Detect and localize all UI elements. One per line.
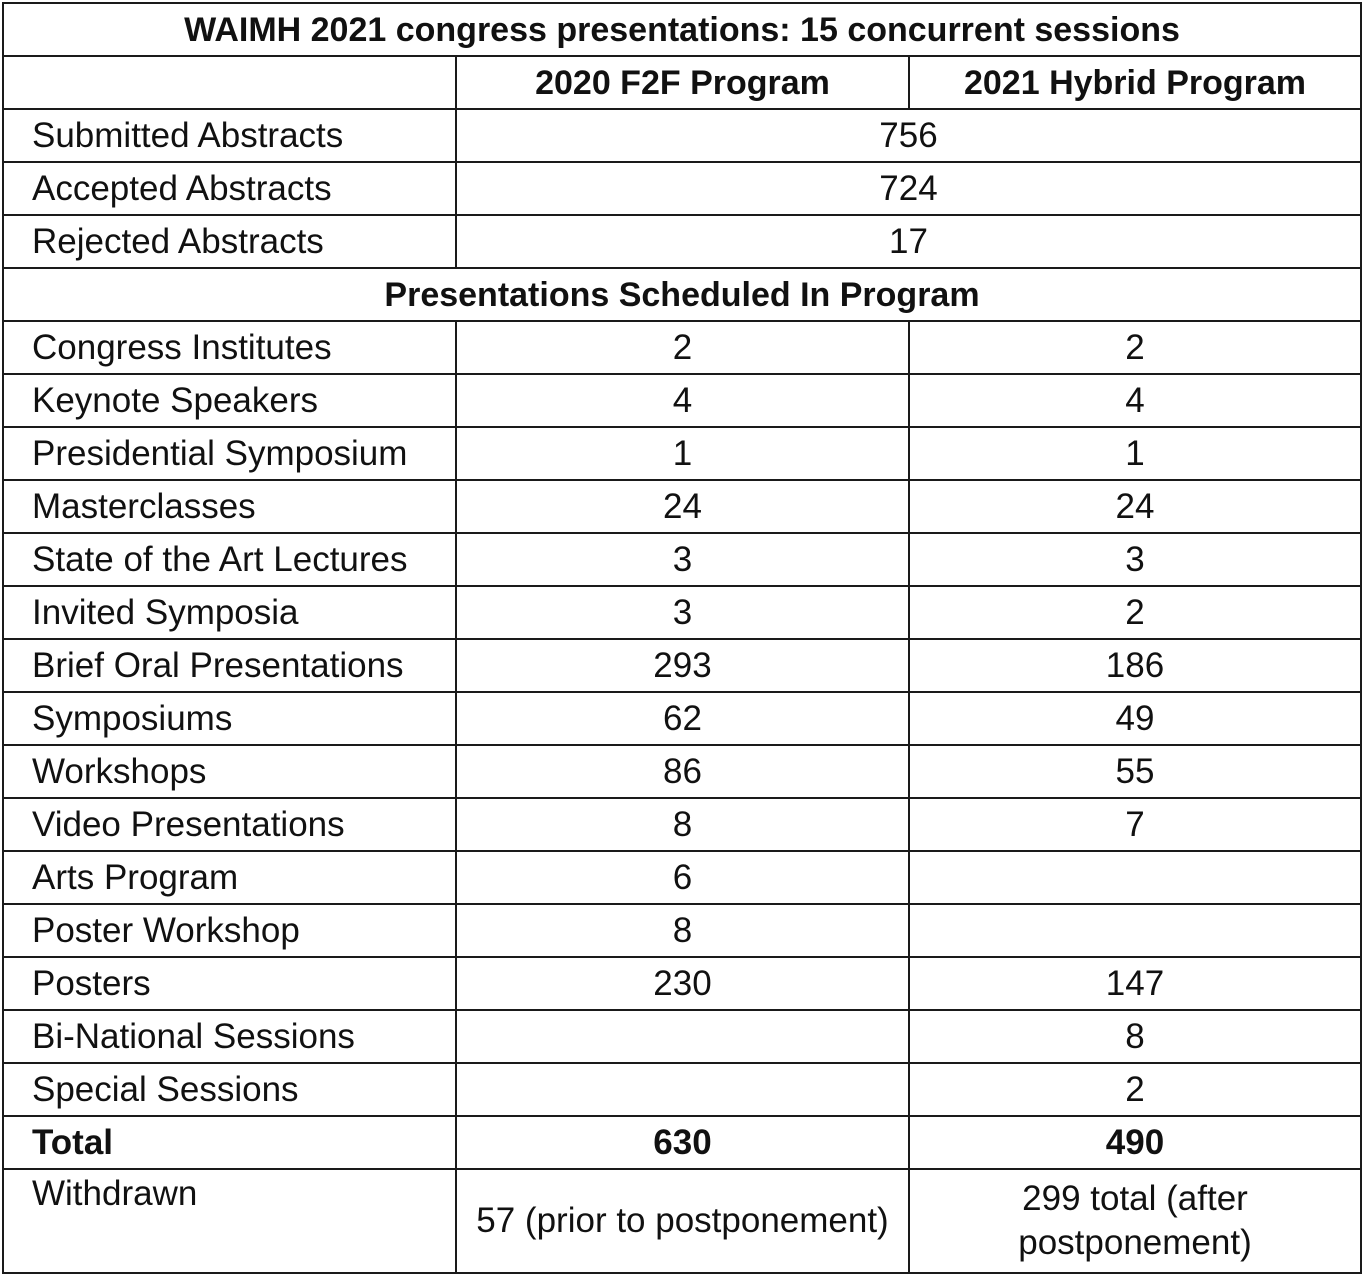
row-label: Bi-National Sessions bbox=[3, 1010, 456, 1063]
hybrid-value: 8 bbox=[909, 1010, 1361, 1063]
hybrid-value: 2 bbox=[909, 586, 1361, 639]
f2f-value: 293 bbox=[456, 639, 909, 692]
row-label: Poster Workshop bbox=[3, 904, 456, 957]
table-title: WAIMH 2021 congress presentations: 15 concurrent sessions bbox=[3, 3, 1361, 56]
table-row bbox=[3, 374, 1361, 427]
f2f-value: 3 bbox=[456, 533, 909, 586]
row-label: State of the Art Lectures bbox=[3, 533, 456, 586]
f2f-value: 8 bbox=[456, 798, 909, 851]
f2f-value: 3 bbox=[456, 586, 909, 639]
abstract-label: Rejected Abstracts bbox=[3, 215, 456, 268]
table-row bbox=[3, 692, 1361, 745]
hybrid-value: 55 bbox=[909, 745, 1361, 798]
column-header-f2f: 2020 F2F Program bbox=[456, 56, 909, 109]
abstract-label: Accepted Abstracts bbox=[3, 162, 456, 215]
section-header: Presentations Scheduled In Program bbox=[3, 268, 1361, 321]
total-f2f-value: 630 bbox=[456, 1116, 909, 1169]
f2f-value: 6 bbox=[456, 851, 909, 904]
corner-cell bbox=[3, 56, 456, 109]
column-header-hybrid: 2021 Hybrid Program bbox=[909, 56, 1361, 109]
f2f-value: 1 bbox=[456, 427, 909, 480]
abstract-row bbox=[3, 109, 1361, 162]
f2f-value bbox=[456, 1010, 909, 1063]
f2f-value: 2 bbox=[456, 321, 909, 374]
withdrawn-row bbox=[3, 1169, 1361, 1273]
table-row bbox=[3, 957, 1361, 1010]
hybrid-value: 2 bbox=[909, 1063, 1361, 1116]
f2f-value: 86 bbox=[456, 745, 909, 798]
table-row bbox=[3, 745, 1361, 798]
row-label: Presidential Symposium bbox=[3, 427, 456, 480]
row-label: Arts Program bbox=[3, 851, 456, 904]
total-hybrid-value: 490 bbox=[909, 1116, 1361, 1169]
hybrid-value: 147 bbox=[909, 957, 1361, 1010]
hybrid-value: 4 bbox=[909, 374, 1361, 427]
hybrid-value: 7 bbox=[909, 798, 1361, 851]
hybrid-value bbox=[909, 904, 1361, 957]
table-row bbox=[3, 480, 1361, 533]
section-header-row bbox=[3, 268, 1361, 321]
hybrid-value: 1 bbox=[909, 427, 1361, 480]
column-header-row bbox=[3, 56, 1361, 109]
row-label: Keynote Speakers bbox=[3, 374, 456, 427]
total-label: Total bbox=[3, 1116, 456, 1169]
row-label: Brief Oral Presentations bbox=[3, 639, 456, 692]
row-label: Special Sessions bbox=[3, 1063, 456, 1116]
hybrid-value bbox=[909, 851, 1361, 904]
table-row bbox=[3, 798, 1361, 851]
f2f-value: 8 bbox=[456, 904, 909, 957]
f2f-value bbox=[456, 1063, 909, 1116]
hybrid-value: 49 bbox=[909, 692, 1361, 745]
table-row bbox=[3, 851, 1361, 904]
row-label: Invited Symposia bbox=[3, 586, 456, 639]
abstract-row bbox=[3, 215, 1361, 268]
congress-presentations-table bbox=[2, 2, 1362, 1274]
row-label: Posters bbox=[3, 957, 456, 1010]
table-row bbox=[3, 427, 1361, 480]
hybrid-value: 3 bbox=[909, 533, 1361, 586]
row-label: Congress Institutes bbox=[3, 321, 456, 374]
table-row bbox=[3, 904, 1361, 957]
table-row bbox=[3, 639, 1361, 692]
f2f-value: 24 bbox=[456, 480, 909, 533]
abstract-value: 756 bbox=[456, 109, 1361, 162]
table-row bbox=[3, 586, 1361, 639]
f2f-value: 62 bbox=[456, 692, 909, 745]
abstract-label: Submitted Abstracts bbox=[3, 109, 456, 162]
f2f-value: 4 bbox=[456, 374, 909, 427]
title-row bbox=[3, 3, 1361, 56]
row-label: Symposiums bbox=[3, 692, 456, 745]
table-row bbox=[3, 321, 1361, 374]
abstract-value: 724 bbox=[456, 162, 1361, 215]
table-row bbox=[3, 1010, 1361, 1063]
row-label: Video Presentations bbox=[3, 798, 456, 851]
table-row bbox=[3, 1063, 1361, 1116]
withdrawn-label: Withdrawn bbox=[3, 1169, 456, 1273]
row-label: Masterclasses bbox=[3, 480, 456, 533]
abstract-value: 17 bbox=[456, 215, 1361, 268]
hybrid-value: 2 bbox=[909, 321, 1361, 374]
hybrid-value: 186 bbox=[909, 639, 1361, 692]
f2f-value: 230 bbox=[456, 957, 909, 1010]
withdrawn-hybrid-value: 299 total (after postponement) bbox=[909, 1169, 1361, 1273]
table-row bbox=[3, 533, 1361, 586]
row-label: Workshops bbox=[3, 745, 456, 798]
hybrid-value: 24 bbox=[909, 480, 1361, 533]
abstract-row bbox=[3, 162, 1361, 215]
withdrawn-f2f-value: 57 (prior to postponement) bbox=[456, 1169, 909, 1273]
total-row bbox=[3, 1116, 1361, 1169]
